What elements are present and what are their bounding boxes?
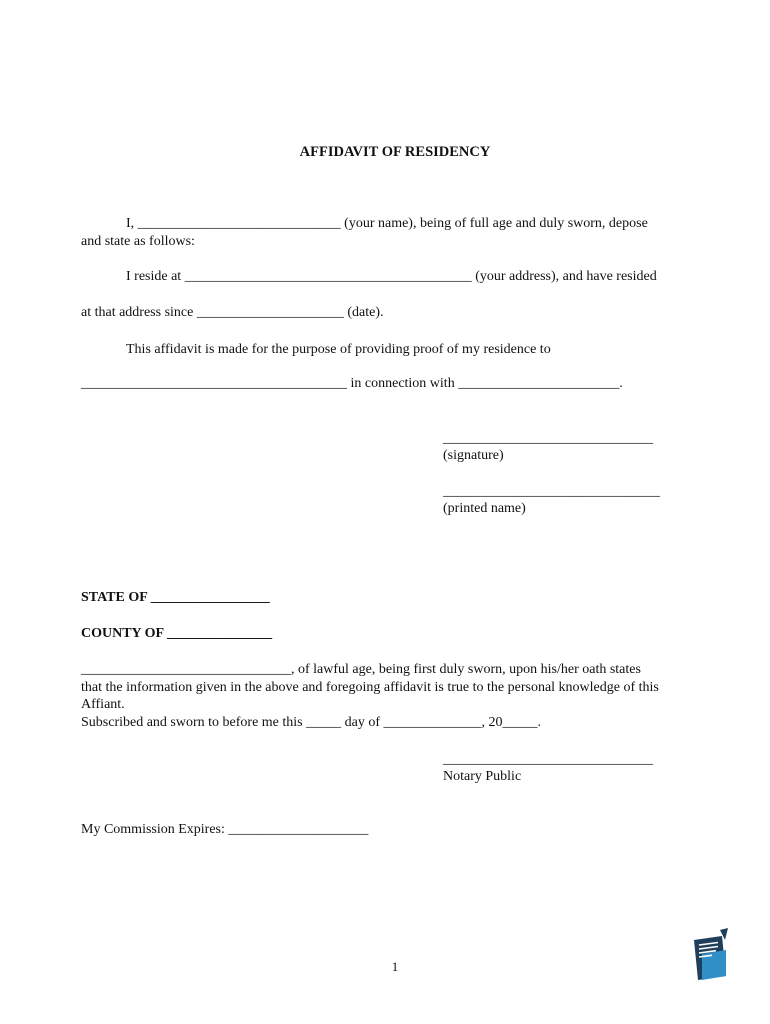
- notary-signature-line: ______________________________: [443, 752, 653, 767]
- state-of-field: STATE OF _________________: [81, 590, 270, 605]
- notary-oath-statement-cont: that the information given in the above and foregoing affidavit is true to the personal knowledge of this: [81, 680, 659, 695]
- document-form-logo-icon: [692, 928, 730, 982]
- notary-oath-statement: ______________________________, of lawful age, being first duly sworn, upon his/her oath states: [81, 662, 641, 677]
- notary-public-label: Notary Public: [443, 769, 522, 784]
- printed-name-label: (printed name): [443, 501, 526, 516]
- page-number: 1: [391, 959, 399, 974]
- purpose-statement-cont: ______________________________________ in connection with _______________________.: [81, 376, 623, 391]
- signature-label: (signature): [443, 448, 504, 463]
- document-title: AFFIDAVIT OF RESIDENCY: [299, 144, 491, 160]
- printed-name-line: _______________________________: [443, 484, 660, 499]
- subscribed-statement: Subscribed and sworn to before me this _____ day of ______________, 20_____.: [81, 715, 541, 730]
- notary-oath-statement-end: Affiant.: [81, 697, 125, 712]
- affiant-name-statement: I, _____________________________ (your name), being of full age and duly sworn, depose: [126, 216, 648, 231]
- signature-line: ______________________________: [443, 431, 653, 446]
- purpose-statement: This affidavit is made for the purpose of providing proof of my residence to: [126, 342, 551, 357]
- affiant-name-statement-cont: and state as follows:: [81, 234, 195, 249]
- residence-since-statement: at that address since _____________________ (date).: [81, 305, 384, 320]
- county-of-field: COUNTY OF _______________: [81, 626, 273, 641]
- commission-expires-field: My Commission Expires: ____________________: [81, 822, 369, 837]
- residence-statement: I reside at _________________________________________ (your address), and have resided: [126, 269, 657, 284]
